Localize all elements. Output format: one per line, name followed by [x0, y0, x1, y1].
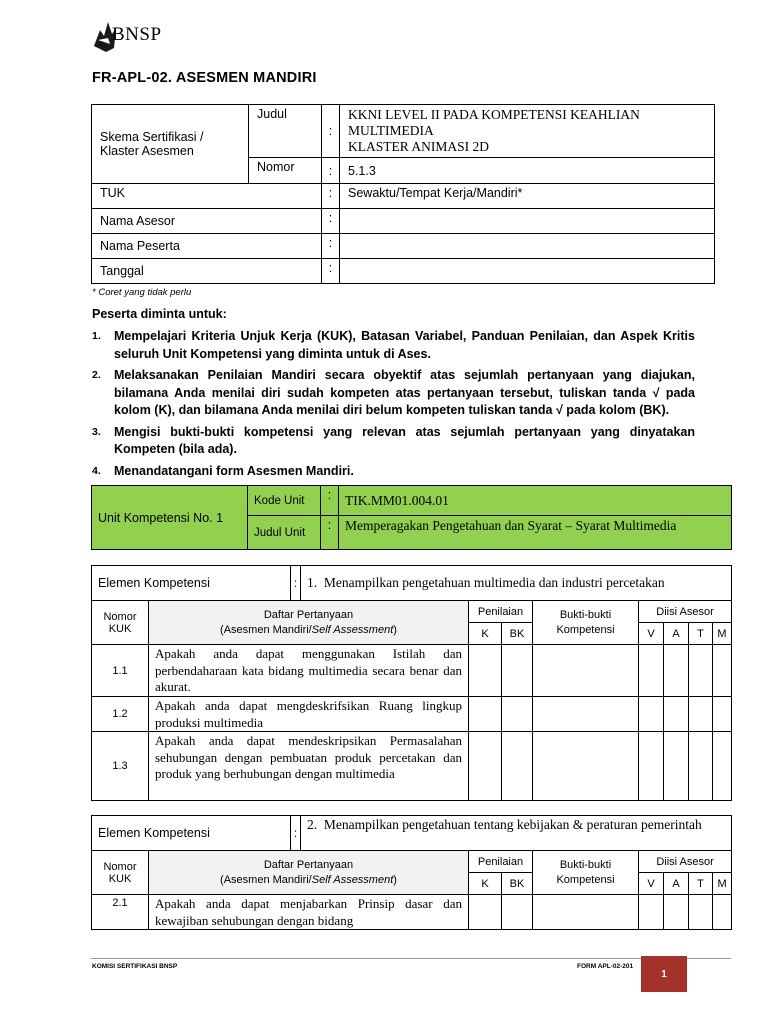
elemen-label: Elemen Kompetensi [92, 816, 291, 851]
asesor-label: Nama Asesor [92, 209, 322, 234]
table-row [92, 895, 732, 930]
daftar-pertanyaan-header [149, 851, 469, 895]
daftar-line2-c: ) [393, 873, 397, 886]
penilaian-header: Penilaian [469, 851, 533, 873]
a-header: A [664, 873, 689, 895]
a-header: A [664, 623, 689, 645]
logo-text: BNSP [112, 24, 162, 45]
a-check[interactable] [664, 895, 689, 930]
elemen-title-text: Menampilkan pengetahuan multimedia dan industri percetakan [323, 575, 665, 590]
asesor-colon: : [322, 209, 340, 234]
daftar-line2-a: (Asesmen Mandiri/ [220, 873, 312, 886]
bukti-input[interactable] [533, 732, 639, 801]
kuk-number: 1.1 [92, 645, 149, 697]
v-check[interactable] [639, 732, 664, 801]
instruction-item [92, 463, 695, 481]
footer-right: FORM APL-02-201 [577, 963, 634, 970]
a-check[interactable] [664, 732, 689, 801]
judul-label: Judul [249, 105, 322, 158]
m-header: M [713, 873, 732, 895]
t-check[interactable] [689, 732, 713, 801]
t-header: T [689, 873, 713, 895]
bukti-input[interactable] [533, 895, 639, 930]
daftar-line2-c: ) [393, 623, 397, 636]
tanggal-label: Tanggal [92, 259, 322, 284]
m-check[interactable] [713, 895, 732, 930]
question-text: Apakah anda dapat mengdeskrifsikan Ruang lingkup produksi multimedia [149, 697, 469, 732]
peserta-input[interactable] [340, 234, 715, 259]
daftar-line2-a: (Asesmen Mandiri/ [220, 623, 312, 636]
diisi-asesor-header: Diisi Asesor [639, 851, 732, 873]
v-header: V [639, 623, 664, 645]
v-header: V [639, 873, 664, 895]
instruction-item [92, 328, 695, 363]
k-header: K [469, 873, 502, 895]
k-check[interactable] [469, 645, 502, 697]
footer-left: KOMISI SERTIFIKASI BNSP [92, 963, 178, 970]
v-check[interactable] [639, 697, 664, 732]
note: * Coret yang tidak perlu [92, 287, 192, 298]
instruction-text: Melaksanakan Penilaian Mandiri secara obyektif atas sejumlah pertanyaan yang diajukan, bilamana Anda menilai diri sudah kompeten atas pertanyaan tersebut, tuliskan tanda √ pada kolom (K), dan bilamana Anda menilai diri belum kompeten tuliskan tanda √ pada kolom (BK). [114, 368, 695, 417]
unit-table [91, 485, 732, 550]
instruction-num: 3. [92, 425, 101, 438]
instruction-num: 1. [92, 330, 101, 342]
instruction-text: Mempelajari Kriteria Unjuk Kerja (KUK), Batasan Variabel, Panduan Penilaian, dan Aspek Kritis seluruh Unit Kompetensi yang diminta untuk di Ases. [114, 329, 695, 361]
skema-label: Skema Sertifikasi / Klaster Asesmen [92, 105, 249, 184]
daftar-line2 [151, 873, 466, 888]
kuk-number: 1.2 [92, 697, 149, 732]
tuk-label: TUK [92, 184, 322, 209]
bk-check[interactable] [502, 732, 533, 801]
k-header: K [469, 623, 502, 645]
nomor-label: Nomor [249, 158, 322, 184]
judul-value-line2: KLASTER ANIMASI 2D [348, 139, 490, 154]
judul-colon: : [322, 105, 340, 158]
instruction-num: 2. [92, 369, 101, 381]
instruction-num: 4. [92, 464, 101, 477]
table-row [92, 697, 732, 732]
a-check[interactable] [664, 645, 689, 697]
instruction-text: Menandatangani form Asesmen Mandiri. [114, 463, 354, 478]
nomor-value: 5.1.3 [340, 158, 715, 184]
instruction-item [92, 367, 695, 420]
bk-header: BK [502, 623, 533, 645]
k-check[interactable] [469, 895, 502, 930]
tanggal-colon: : [322, 259, 340, 284]
question-text: Apakah anda dapat menggunakan Istilah dan perbendaharaan kata bidang multimedia secara benar dan akurat. [149, 645, 469, 697]
peserta-label: Nama Peserta [92, 234, 322, 259]
a-check[interactable] [664, 697, 689, 732]
t-header: T [689, 623, 713, 645]
elemen-title-text: Menampilkan pengetahuan tentang kebijakan & peraturan pemerintah [323, 817, 702, 832]
bk-header: BK [502, 873, 533, 895]
judul-value-line1: KKNI LEVEL II PADA KOMPETENSI KEAHLIAN MULTIMEDIA [348, 107, 640, 138]
element-table [91, 565, 732, 801]
judul-unit-value: Memperagakan Pengetahuan dan Syarat – Syarat Multimedia [339, 516, 732, 550]
kuk-number: 2.1 [92, 895, 149, 930]
t-check[interactable] [689, 895, 713, 930]
element-table [91, 815, 732, 930]
bk-check[interactable] [502, 645, 533, 697]
m-check[interactable] [713, 732, 732, 801]
nomor-colon: : [322, 158, 340, 184]
penilaian-header: Penilaian [469, 601, 533, 623]
kuk-number: 1.3 [92, 732, 149, 801]
tuk-value: Sewaktu/Tempat Kerja/Mandiri* [340, 184, 715, 209]
daftar-line1: Daftar Pertanyaan [263, 608, 354, 621]
kode-unit-colon: : [321, 486, 339, 516]
t-check[interactable] [689, 697, 713, 732]
t-check[interactable] [689, 645, 713, 697]
bk-check[interactable] [502, 697, 533, 732]
bukti-header: Bukti-bukti Kompetensi [533, 851, 639, 895]
nomor-kuk-header: Nomor KUK [92, 601, 149, 645]
instructions-list [92, 328, 695, 484]
m-check[interactable] [713, 645, 732, 697]
daftar-pertanyaan-header [149, 601, 469, 645]
instruction-item [92, 424, 695, 459]
table-row [92, 732, 732, 801]
peserta-colon: : [322, 234, 340, 259]
elemen-colon: : [291, 816, 301, 851]
daftar-line2-b: Self Assessment [311, 623, 394, 636]
daftar-line2 [151, 623, 466, 638]
kode-unit-label: Kode Unit [248, 486, 321, 516]
v-check[interactable] [639, 645, 664, 697]
table-row [92, 645, 732, 697]
unit-label: Unit Kompetensi No. 1 [92, 486, 248, 550]
tuk-colon: : [322, 184, 340, 209]
judul-value [340, 105, 715, 158]
elemen-num: 1. [307, 575, 318, 590]
elemen-label: Elemen Kompetensi [92, 566, 291, 601]
v-check[interactable] [639, 895, 664, 930]
judul-unit-colon: : [321, 516, 339, 550]
instructions-title: Peserta diminta untuk: [92, 307, 227, 321]
footer-divider [91, 958, 731, 959]
bukti-input[interactable] [533, 697, 639, 732]
page-number: 1 [641, 956, 687, 992]
kode-unit-value: TIK.MM01.004.01 [339, 486, 732, 516]
elemen-colon: : [291, 566, 301, 601]
question-text: Apakah anda dapat menjabarkan Prinsip dasar dan kewajiban sehubungan dengan bidang [149, 895, 469, 930]
bk-check[interactable] [502, 895, 533, 930]
tanggal-input[interactable] [340, 259, 715, 284]
nomor-kuk-header: Nomor KUK [92, 851, 149, 895]
diisi-asesor-header: Diisi Asesor [639, 601, 732, 623]
header-table [91, 104, 715, 284]
m-check[interactable] [713, 697, 732, 732]
elemen-title [301, 816, 732, 851]
judul-unit-label: Judul Unit [248, 516, 321, 550]
bukti-header: Bukti-bukti Kompetensi [533, 601, 639, 645]
form-title: FR-APL-02. ASESMEN MANDIRI [92, 70, 317, 86]
daftar-line1: Daftar Pertanyaan [263, 858, 354, 871]
elemen-title [301, 566, 732, 601]
elemen-num: 2. [307, 817, 318, 832]
instruction-text: Mengisi bukti-bukti kompetensi yang relevan atas sejumlah pertanyaan yang dinyatakan Kompeten (bila ada). [114, 424, 695, 456]
k-check[interactable] [469, 732, 502, 801]
bukti-input[interactable] [533, 645, 639, 697]
k-check[interactable] [469, 697, 502, 732]
daftar-line2-b: Self Assessment [311, 873, 394, 886]
question-text: Apakah anda dapat mendeskripsikan Permasalahan sehubungan dengan pembuatan produk percetakan dan produk yang berhubungan dengan multimedia [149, 732, 469, 801]
asesor-input[interactable] [340, 209, 715, 234]
m-header: M [713, 623, 732, 645]
